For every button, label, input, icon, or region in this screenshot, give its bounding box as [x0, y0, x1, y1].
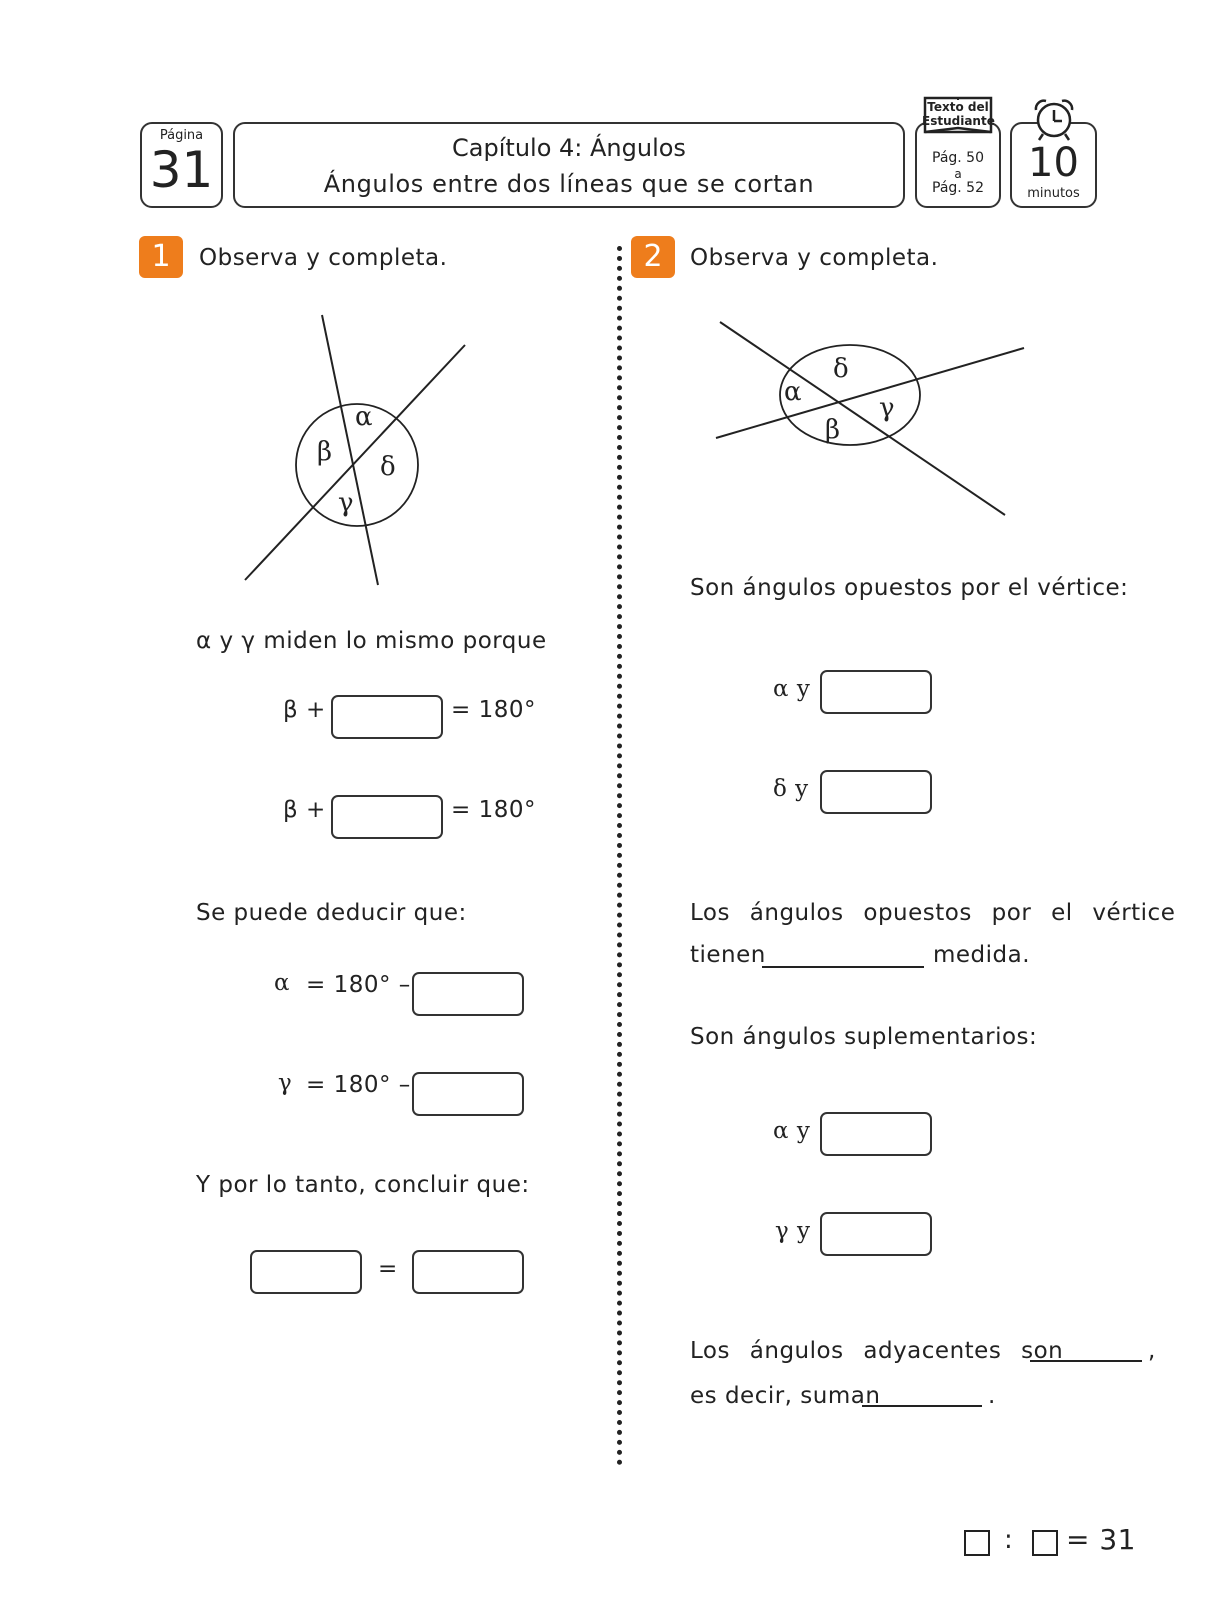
exercise-2-instruction: Observa y completa.: [690, 245, 939, 271]
ex2-opp2-label: δ y: [773, 776, 809, 802]
page-from: Pág. 50: [932, 150, 984, 166]
ex1-eq2-right: = 180°: [451, 797, 536, 823]
ex1-statement: α y γ miden lo mismo porque: [196, 628, 547, 654]
ex2-alpha-label: α: [784, 377, 803, 407]
minutes-label: minutos: [1027, 186, 1080, 201]
ex1-eq4-answer-box[interactable]: [412, 1072, 524, 1116]
ex1-eq1-right: = 180°: [451, 697, 536, 723]
chapter-title-box: [233, 122, 905, 208]
column-divider: [617, 246, 622, 1466]
ex2-supp-title: Son ángulos suplementarios:: [690, 1024, 1038, 1050]
ex1-eq4-mid: = 180° –: [306, 1072, 411, 1098]
ex1-eq1-answer-box[interactable]: [331, 695, 443, 739]
ex1-alpha-label: α: [355, 402, 374, 432]
exercise-1-figure: [230, 305, 480, 595]
footer-square-2: [1032, 1530, 1058, 1556]
ex2-adj-blank-line-2[interactable]: [862, 1405, 982, 1407]
chapter-subtitle: Ángulos entre dos líneas que se cortan: [323, 170, 815, 198]
ex1-eq4-left: γ: [278, 1070, 293, 1096]
ex2-opp2-answer-box[interactable]: [820, 770, 932, 814]
exercise-2-number: 2: [631, 236, 675, 278]
ex1-delta-label: δ: [380, 452, 397, 482]
page-number-box: [140, 122, 223, 208]
minutes-value: 10: [1028, 140, 1079, 186]
book-label-1: Texto del: [927, 100, 989, 114]
ex2-adj-sentence-line2: es decir, suman: [690, 1383, 881, 1409]
ex2-opp-blank-line[interactable]: [762, 966, 924, 968]
ex2-opp1-label: α y: [773, 676, 811, 702]
ex1-eq5-mid: =: [378, 1256, 398, 1282]
ex1-conclude: Y por lo tanto, concluir que:: [196, 1172, 530, 1198]
ex2-supp2-answer-box[interactable]: [820, 1212, 932, 1256]
chapter-title: Capítulo 4: Ángulos: [452, 134, 686, 162]
page-label: Página: [159, 128, 204, 143]
ex1-eq3-mid: = 180° –: [306, 972, 411, 998]
footer-square-1: [964, 1530, 990, 1556]
ex2-opp-sentence-medida: medida.: [933, 942, 1031, 968]
ex1-gamma-label: γ: [338, 488, 355, 518]
book-label-2: Estudiante: [922, 114, 995, 128]
ex2-opposite-title: Son ángulos opuestos por el vértice:: [690, 575, 1129, 601]
ex2-supp1-label: α y: [773, 1118, 811, 1144]
ex2-opp-sentence-tienen: tienen: [690, 942, 766, 968]
ex1-eq5-right-box[interactable]: [412, 1250, 524, 1294]
page-number: 31: [149, 141, 214, 199]
ex2-beta-label: β: [825, 415, 841, 445]
ex2-supp1-answer-box[interactable]: [820, 1112, 932, 1156]
ex2-gamma-label: γ: [879, 393, 896, 423]
exercise-1-number: 1: [139, 236, 183, 278]
footer-equals: = 31: [1066, 1523, 1136, 1556]
ex2-adj-comma: ,: [1148, 1338, 1156, 1364]
ex2-adj-sentence-line1: Los ángulos adyacentes son: [690, 1338, 1064, 1364]
ex1-eq5-left-box[interactable]: [250, 1250, 362, 1294]
page-a: a: [954, 167, 962, 181]
exercise-1-instruction: Observa y completa.: [199, 245, 448, 271]
ex2-delta-label: δ: [833, 354, 850, 384]
ex1-eq3-answer-box[interactable]: [412, 972, 524, 1016]
ex1-beta-label: β: [317, 437, 333, 467]
footer-colon: :: [1004, 1525, 1014, 1555]
ex1-deduce: Se puede deducir que:: [196, 900, 467, 926]
page-to: Pág. 52: [932, 180, 984, 196]
exercise-2-figure: [710, 310, 1030, 525]
ex1-eq1-left: β +: [283, 697, 326, 723]
ex1-eq2-left: β +: [283, 797, 326, 823]
ex1-eq3-left: α: [274, 970, 291, 996]
ex2-supp2-label: γ y: [775, 1218, 811, 1244]
ex2-opp1-answer-box[interactable]: [820, 670, 932, 714]
ex2-opp-sentence-line1: Los ángulos opuestos por el vértice: [690, 900, 1176, 926]
alarm-clock-icon: [1030, 96, 1078, 142]
ex1-eq2-answer-box[interactable]: [331, 795, 443, 839]
ex2-adj-blank-line-1[interactable]: [1030, 1360, 1142, 1362]
ex2-adj-dot: .: [988, 1383, 996, 1409]
